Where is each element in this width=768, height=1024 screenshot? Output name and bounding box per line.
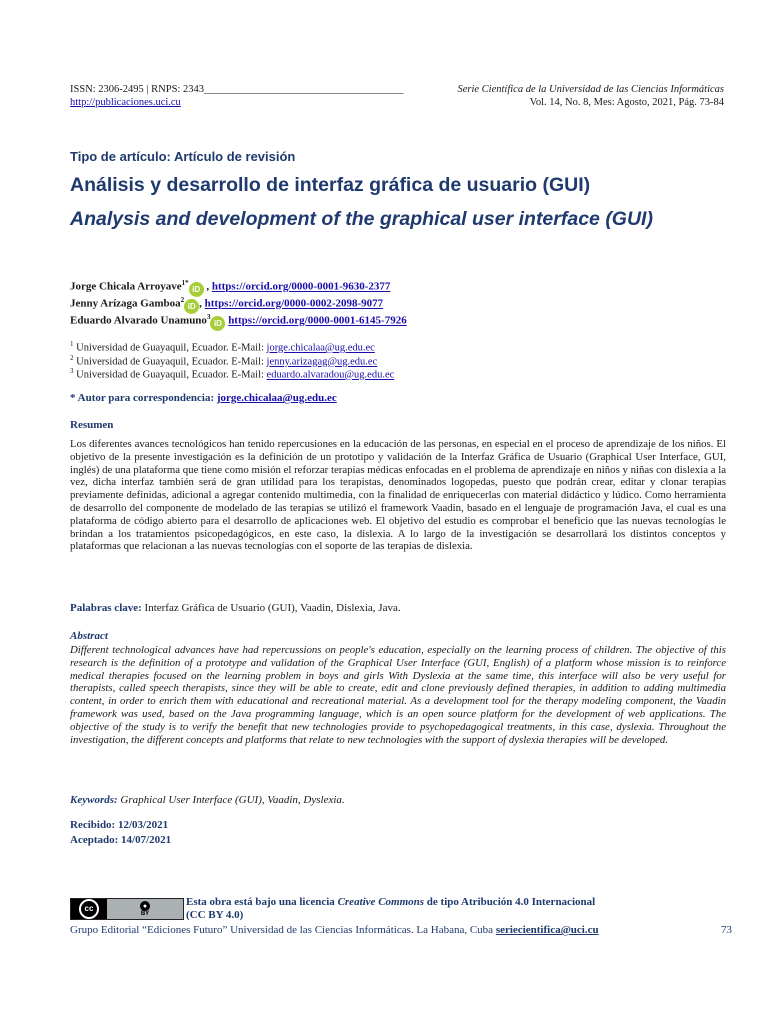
received-date: Recibido: 12/03/2021: [70, 819, 169, 831]
header-rule: ______________________________________: [203, 84, 404, 95]
footer-publisher: [70, 924, 599, 936]
aff-sup: 1: [70, 340, 74, 348]
author-sep: ,: [199, 297, 205, 310]
author-sup: 3: [206, 313, 211, 321]
author-name: Jenny Arízaga Gamboa: [70, 297, 181, 310]
orcid-icon[interactable]: iD: [184, 299, 199, 314]
page-number: 73: [721, 924, 732, 936]
abstract-text: Different technological advances have had repercussions on people's education, especially on the learning process of children. The objective of this research is the definition of a prototype and validation of the Graphical User Interface (GUI, English) of a platform whose mission is to reinforce medical therapies focused on the learning problem in boys and girls With Dyslexia at the same time, this interface will also be very useful for therapists, called speech therapists, since they will be able to create, edit and clone previously defined therapies, in addition to adding multimedia content, in order to enrich them with educational and recreational material. As a development tool for the therapy modeling component, the Vaadin framework was used, based on the Java programming language, which is an open source platform for the development of web applications. The objective of the study is to verify the benefit that new technologies provide to psychopedagogical treatments, in this case, dyslexia. Throughout the investigation, the different concepts and platforms that relate to new technologies with the support of dyslexia therapies will be developed.: [70, 644, 726, 746]
dates: [70, 818, 171, 848]
cc-by-badge[interactable]: [70, 898, 184, 920]
author-name: Jorge Chicala Arroyave: [70, 280, 182, 293]
aff-email[interactable]: jorge.chicalaa@ug.edu.ec: [266, 342, 375, 354]
affiliation-3: [70, 365, 394, 382]
palabras-clave-label: Palabras clave:: [70, 602, 142, 614]
orcid-link[interactable]: https://orcid.org/0000-0002-2098-9077: [204, 297, 384, 310]
correspondence-email[interactable]: jorge.chicalaa@ug.edu.ec: [216, 392, 337, 404]
keywords-text: Graphical User Interface (GUI), Vaadin, Dyslexia.: [117, 794, 345, 806]
publisher-text: Grupo Editorial “Ediciones Futuro” Universidad de las Ciencias Informáticas. La Habana, Cuba: [70, 924, 496, 936]
author-sep: ,: [203, 280, 212, 293]
author-sup: 2: [180, 296, 185, 304]
issn-line: [70, 83, 403, 96]
aff-sup: 3: [70, 367, 74, 375]
author-sup: 1*: [181, 279, 189, 287]
aff-text: Universidad de Guayaquil, Ecuador. E-Mail:: [76, 356, 267, 368]
article-type: Tipo de artículo: Artículo de revisión: [70, 149, 296, 164]
orcid-icon[interactable]: iD: [210, 316, 225, 331]
title-spanish: Análisis y desarrollo de interfaz gráfica de usuario (GUI): [70, 174, 591, 196]
license-line-2: (CC BY 4.0): [186, 909, 244, 921]
license-line-1: Esta obra está bajo una licencia Creative Commons de tipo Atribución 4.0 Internacional: [186, 896, 596, 908]
accepted-date: Aceptado: 14/07/2021: [70, 834, 172, 846]
resumen-heading: Resumen: [70, 419, 114, 431]
abstract-heading: Abstract: [70, 630, 108, 642]
volume-info: Vol. 14, No. 8, Mes: Agosto, 2021, Pág. 73-84: [529, 97, 724, 108]
aff-email[interactable]: eduardo.alvaradou@ug.edu.ec: [266, 369, 395, 381]
title-english: Analysis and development of the graphical user interface (GUI): [70, 208, 653, 230]
by-attribution-icon: ● BY: [107, 899, 183, 919]
site-link[interactable]: http://publicaciones.uci.cu: [70, 97, 181, 108]
author-name: Eduardo Alvarado Unamuno: [70, 314, 207, 327]
aff-email[interactable]: jenny.arizagag@ug.edu.ec: [266, 356, 378, 368]
footer-email[interactable]: seriecientifica@uci.cu: [495, 924, 599, 936]
author-3: [70, 309, 407, 331]
resumen-text: Los diferentes avances tecnológicos han tenido repercusiones en la educación de las personas, en especial en el proceso de aprendizaje de los niños. El objetivo de la presente investigación es la definición de un prototipo y validación de la Interfaz Gráfica de Usuario (Graphical User Interface, GUI, inglés) de una plataforma que tiene como misión el reforzar terapias médicas enfocadas en el problema de aprendizaje en niños y niñas con dislexia a la vez, dicha interfaz también será de gran utilidad para los terapistas, denominados logopedas, puesto que podrán crear, editar y clonar terapias previamente definidas, adicional a agregar contenido multimedia, con la finalidad de enriquecerlas con material didáctico y lúdico. Como herramienta de desarrollo del componente de modelado de las terapias se utilizó el framework Vaadin, basado en el lenguaje de programación Java, el cual es una plataforma de código abierto para el desarrollo de aplicaciones web. El objetivo del estudio es comprobar el beneficio que las nuevas tecnologías le brindan a los tratamientos psicopedagógicos, en este caso, la dislexia. A lo largo de la investigación se desarrollará los distintos conceptos y plataformas que relacionan a las nuevas tecnologías con el soporte de las terapias de dislexia.: [70, 438, 726, 553]
orcid-link[interactable]: https://orcid.org/0000-0001-6145-7926: [228, 314, 407, 327]
issn-text: ISSN: 2306-2495 | RNPS: 2343: [70, 84, 204, 95]
aff-text: Universidad de Guayaquil, Ecuador. E-Mail:: [76, 369, 267, 381]
orcid-link[interactable]: https://orcid.org/0000-0001-9630-2377: [211, 280, 391, 293]
palabras-clave-text: Interfaz Gráfica de Usuario (GUI), Vaadin, Dislexia, Java.: [141, 602, 401, 614]
correspondence-label: * Autor para correspondencia:: [70, 392, 217, 404]
palabras-clave: [70, 602, 401, 614]
keywords-label: Keywords:: [70, 794, 118, 806]
orcid-icon[interactable]: iD: [189, 282, 204, 297]
series-name: Serie Científica de la Universidad de las Ciencias Informáticas: [457, 84, 724, 95]
aff-text: Universidad de Guayaquil, Ecuador. E-Mail:: [76, 342, 267, 354]
cc-logo-icon: cc: [71, 899, 107, 919]
aff-sup: 2: [70, 354, 74, 362]
license-text: [186, 896, 595, 922]
keywords: [70, 794, 345, 806]
correspondence: [70, 392, 337, 404]
